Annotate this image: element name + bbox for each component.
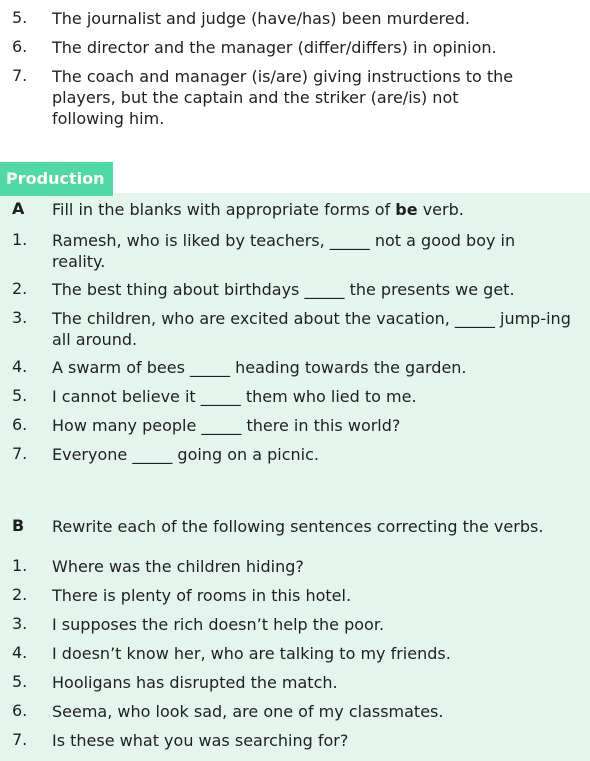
item-text: There is plenty of rooms in this hotel. — [52, 586, 352, 605]
item-number: 5. — [12, 8, 28, 27]
production-label: Production — [0, 162, 114, 196]
item-text: The best thing about birthdays _____ the presents we get. — [52, 280, 515, 299]
item-number: 2. — [12, 585, 28, 604]
item-text: The coach and manager (is/are) giving instructions to the players, but the captain and the striker (are/is) not following him. — [52, 67, 514, 128]
item-number: 7. — [12, 730, 28, 749]
item-number: 2. — [12, 279, 28, 298]
item-number: 3. — [12, 614, 28, 633]
item-number: 3. — [12, 308, 28, 327]
item-number: 6. — [12, 415, 28, 434]
item-number: 5. — [12, 386, 28, 405]
item-text: Is these what you was searching for? — [52, 731, 349, 750]
section-letter: B — [12, 516, 25, 535]
item-number: 6. — [12, 37, 28, 56]
item-number: 1. — [12, 230, 28, 249]
item-number: 4. — [12, 643, 28, 662]
item-text: I supposes the rich doesn’t help the poor. — [52, 615, 385, 634]
item-number: 7. — [12, 66, 28, 85]
item-text: I doesn’t know her, who are talking to my friends. — [52, 644, 451, 663]
item-text: Seema, who look sad, are one of my classmates. — [52, 702, 444, 721]
item-text: The director and the manager (differ/differs) in opinion. — [52, 38, 497, 57]
item-text: Where was the children hiding? — [52, 557, 304, 576]
item-text: How many people _____ there in this world? — [52, 416, 401, 435]
instruction-text-end: verb. — [417, 200, 464, 219]
section-instruction: Rewrite each of the following sentences correcting the verbs. — [52, 517, 544, 536]
item-text: The journalist and judge (have/has) been murdered. — [52, 9, 470, 28]
item-number: 7. — [12, 444, 28, 463]
item-number: 6. — [12, 701, 28, 720]
item-number: 5. — [12, 672, 28, 691]
item-text: Everyone _____ going on a picnic. — [52, 445, 319, 464]
item-text: The children, who are excited about the vacation, _____ jump-ing all around. — [52, 309, 571, 349]
item-number: 4. — [12, 357, 28, 376]
section-letter: A — [12, 199, 25, 218]
item-text: I cannot believe it _____ them who lied to me. — [52, 387, 417, 406]
item-number: 1. — [12, 556, 28, 575]
item-text: A swarm of bees _____ heading towards the garden. — [52, 358, 467, 377]
item-text: Ramesh, who is liked by teachers, _____ not a good boy in reality. — [52, 231, 516, 271]
item-text: Hooligans has disrupted the match. — [52, 673, 338, 692]
section-instruction — [52, 199, 582, 220]
instruction-bold-word: be — [395, 200, 418, 219]
instruction-text: Fill in the blanks with appropriate forms of — [52, 200, 396, 219]
